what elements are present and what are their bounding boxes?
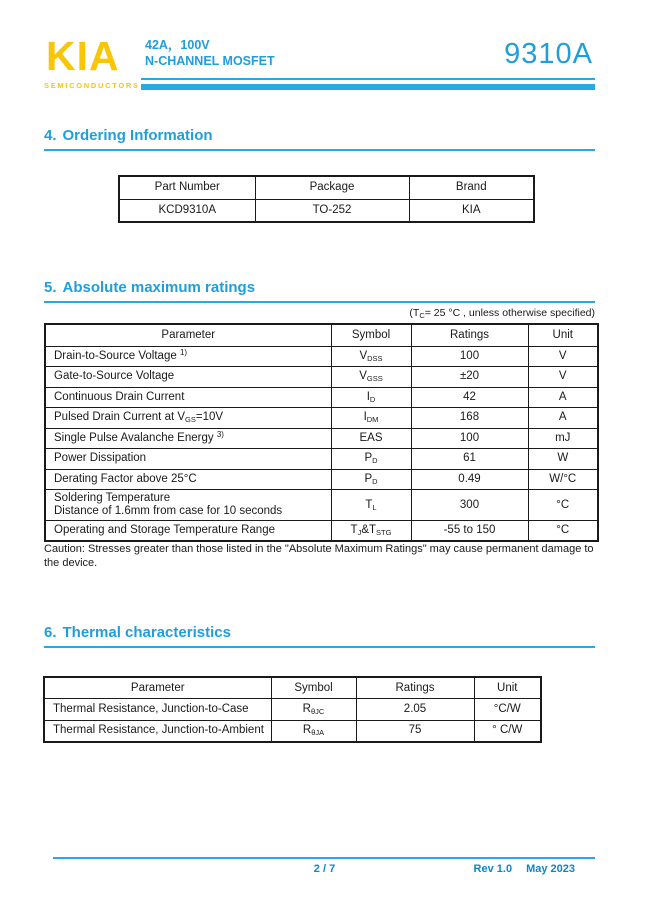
cell-symbol: $R_{\theta JA}$ — [271, 720, 356, 742]
cell-unit: W — [528, 449, 598, 470]
cell-parameter: Continuous Drain Current — [45, 387, 331, 408]
cell-ratings: 42 — [411, 387, 528, 408]
cell-symbol: $I_{DM}$ — [331, 408, 411, 429]
cell-unit: V — [528, 367, 598, 388]
part-number-title: 9310A — [504, 38, 593, 70]
section-heading-ordering — [44, 127, 595, 151]
device-spec-line2: N-CHANNEL MOSFET — [145, 54, 275, 68]
table-header-row — [119, 176, 534, 199]
revision-label: Rev 1.0 — [473, 863, 513, 875]
table-header-row — [45, 324, 598, 346]
cell-ratings: -55 to 150 — [411, 521, 528, 542]
cell-symbol: $R_{\theta JC}$ — [271, 699, 356, 721]
col-symbol: Symbol — [271, 677, 356, 699]
cell-unit: °C — [528, 490, 598, 521]
cell-parameter: Operating and Storage Temperature Range — [45, 521, 331, 542]
cell-symbol: $V_{GSS}$ — [331, 367, 411, 388]
cell-ratings: 100 — [411, 346, 528, 367]
header-rule-thin — [141, 78, 595, 80]
cell-package: TO-252 — [255, 199, 409, 222]
cell-unit: A — [528, 387, 598, 408]
table-row — [45, 408, 598, 429]
kia-logo: KIA — [46, 33, 120, 79]
table-row — [45, 469, 598, 490]
cell-unit: ° C/W — [474, 720, 541, 742]
section-title: Ordering Information — [62, 127, 213, 144]
cell-ratings: 0.49 — [411, 469, 528, 490]
cell-brand: KIA — [409, 199, 534, 222]
cell-parameter: Thermal Resistance, Junction-to-Case — [44, 699, 271, 721]
device-spec-line1: 42A，100V — [145, 38, 210, 52]
table-row — [119, 199, 534, 222]
absolute-maximum-ratings-table — [44, 323, 599, 542]
cell-symbol: $P_D$ — [331, 449, 411, 470]
table-header-row — [44, 677, 541, 699]
cell-ratings: 75 — [356, 720, 474, 742]
table-row — [45, 428, 598, 449]
cell-ratings: 168 — [411, 408, 528, 429]
caution-note: Caution: Stresses greater than those listed in the "Absolute Maximum Ratings" may cause permanent damage to the device. — [44, 543, 594, 569]
cell-parameter: Drain-to-Source Voltage $^{1)}$ — [45, 346, 331, 367]
col-parameter: Parameter — [45, 324, 331, 346]
cell-ratings: 300 — [411, 490, 528, 521]
col-part-number: Part Number — [119, 176, 255, 199]
cell-symbol: $T_L$ — [331, 490, 411, 521]
col-unit: Unit — [528, 324, 598, 346]
col-package: Package — [255, 176, 409, 199]
col-parameter: Parameter — [44, 677, 271, 699]
cell-unit: V — [528, 346, 598, 367]
cell-unit: A — [528, 408, 598, 429]
cell-symbol: $T_J\&T_{STG}$ — [331, 521, 411, 542]
cell-ratings: 2.05 — [356, 699, 474, 721]
cell-unit: W/°C — [528, 469, 598, 490]
revision-info — [474, 863, 575, 875]
col-ratings: Ratings — [356, 677, 474, 699]
section-heading-thermal — [44, 624, 595, 648]
page-indicator: 2 / 7 — [313, 863, 336, 875]
kia-logo-subtitle: SEMICONDUCTORS — [44, 81, 140, 90]
footer-rule — [53, 857, 595, 859]
cell-parameter: Thermal Resistance, Junction-to-Ambient — [44, 720, 271, 742]
cell-ratings: 61 — [411, 449, 528, 470]
cell-parameter: Single Pulse Avalanche Energy $^{3)}$ — [45, 428, 331, 449]
col-unit: Unit — [474, 677, 541, 699]
cell-unit: °C — [528, 521, 598, 542]
device-spec-block — [145, 37, 275, 69]
cell-parameter: Derating Factor above 25°C — [45, 469, 331, 490]
thermal-characteristics-table — [43, 676, 542, 743]
ordering-table — [118, 175, 535, 223]
cell-part-number: KCD9310A — [119, 199, 255, 222]
table-row — [44, 699, 541, 721]
section-number: 4. — [44, 127, 57, 144]
section-heading-abs-max — [44, 279, 595, 303]
section-title: Absolute maximum ratings — [62, 279, 256, 296]
table-row — [45, 387, 598, 408]
cell-unit: mJ — [528, 428, 598, 449]
cell-symbol: EAS — [331, 428, 411, 449]
header-rule-thick — [141, 84, 595, 90]
cell-parameter: Soldering Temperature Distance of 1.6mm from case for 10 seconds — [45, 490, 331, 521]
cell-symbol: $P_D$ — [331, 469, 411, 490]
table-row — [45, 367, 598, 388]
section-number: 6. — [44, 624, 57, 641]
cell-symbol: $I_D$ — [331, 387, 411, 408]
cell-parameter: Power Dissipation — [45, 449, 331, 470]
section-number: 5. — [44, 279, 57, 296]
table-row — [45, 449, 598, 470]
condition-note: ($T_C= 25$ °C , unless otherwise specified) — [409, 307, 595, 320]
revision-date: May 2023 — [526, 863, 575, 875]
cell-unit: °C/W — [474, 699, 541, 721]
table-row — [45, 490, 598, 521]
cell-symbol: $V_{DSS}$ — [331, 346, 411, 367]
col-brand: Brand — [409, 176, 534, 199]
table-row — [44, 720, 541, 742]
cell-parameter: Pulsed Drain Current at $V_{GS}=10V$ — [45, 408, 331, 429]
col-symbol: Symbol — [331, 324, 411, 346]
cell-ratings: 100 — [411, 428, 528, 449]
cell-ratings: ±20 — [411, 367, 528, 388]
cell-parameter: Gate-to-Source Voltage — [45, 367, 331, 388]
table-row — [45, 346, 598, 367]
table-row — [45, 521, 598, 542]
col-ratings: Ratings — [411, 324, 528, 346]
section-title: Thermal characteristics — [62, 624, 231, 641]
